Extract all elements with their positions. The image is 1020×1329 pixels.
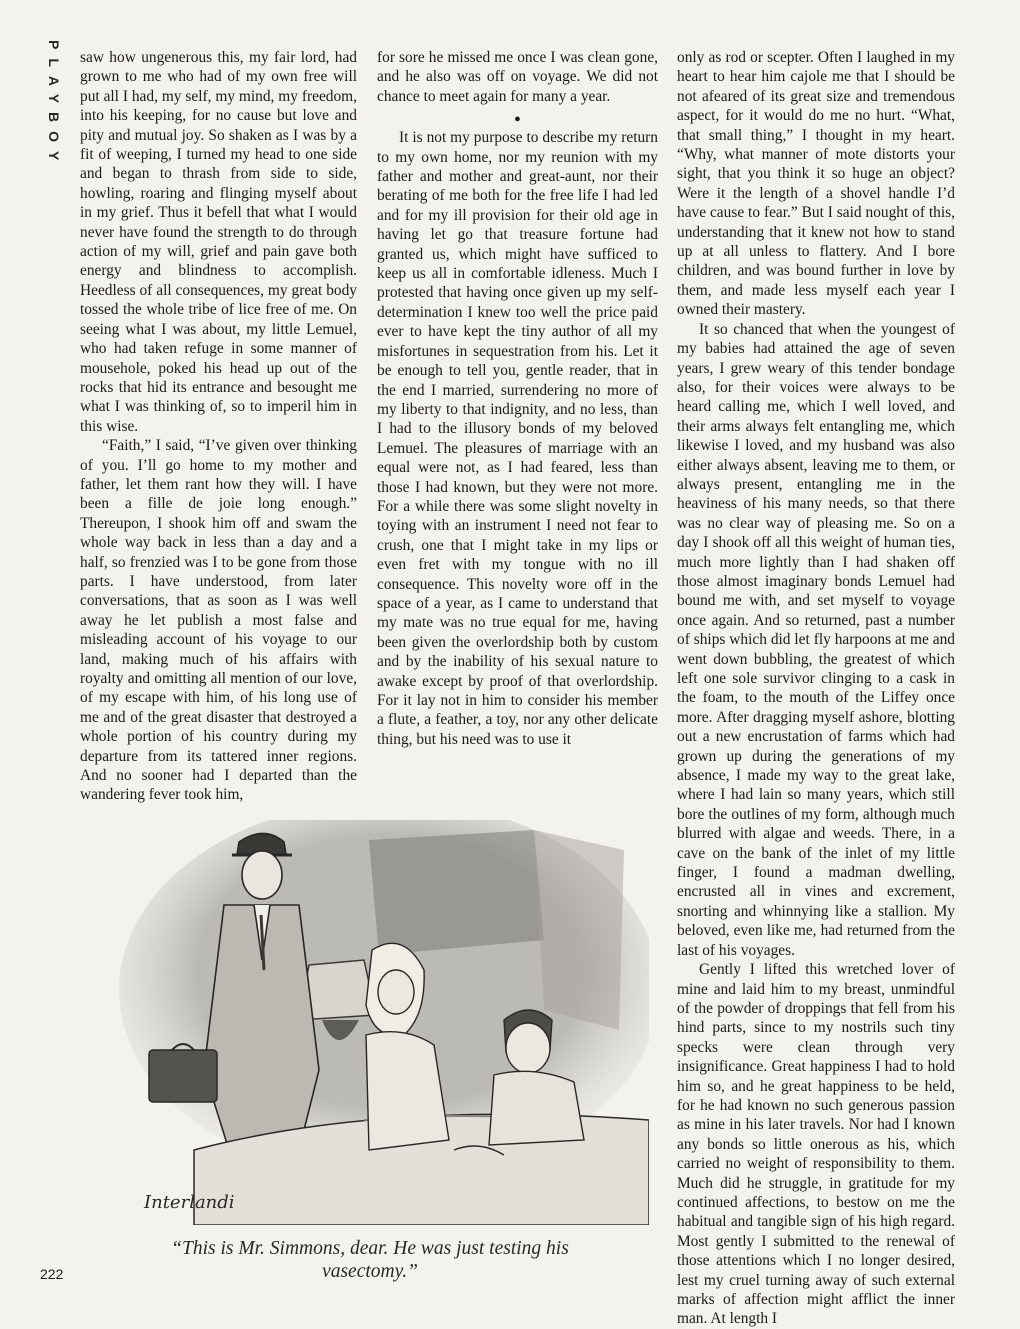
article-column-2 bbox=[377, 48, 658, 828]
playboy-vertical-masthead bbox=[36, 40, 62, 210]
paragraph: It is not my purpose to describe my return to my own home, nor my reunion with my father and mother and great-aunt, nor their berating of me both for the free life I had led and for my ill provision for their old age in having let go that treasure fortune had granted us, which might have sufficed to keep us all in comfortable idleness. Much I protested that having once given up my self-determination I knew too well the price paid ever to have kept the tiny author of all my misfortunes in sequestration from his. Let it be enough to tell you, gentle reader, that in the end I married, surrendering no more of my liberty to that indignity, and no less, than I had to the illusory bonds of my beloved Lemuel. The pleasures of marriage with an equal were not, as I had feared, less than those I had known, but they were not more. For a while there was some slight novelty in toying with an instrument I need not fear to crush, one that I might take in my lips or even fret with my tongue with no ill consequence. This novelty wore off in the space of a year, as I came to understand that my mate was no true equal for me, having been given the overlordship both by custom and by the inability of his sexual nature to awake except by proof of that overlordship. For it lay not in him to consider his member a flute, a feather, a toy, nor any other delicate thing, but his need was to use it bbox=[377, 129, 658, 748]
paragraph: saw how ungenerous this, my fair lord, had grown to me who had of my own free will put all I had, my self, my mind, my freedom, into his keeping, for no cause but love and pity and mutual joy. So shaken as I was by a fit of weeping, I turned my head to one side and began to thrash from side to side, howling, roaring and flinging myself about in my grief. Thus it befell that what I would never have found the strength to do through action of my will, grief and pain gave both energy and blindness to accomplish. Heedless of all consequences, my great body tossed the whole tribe of lice free of me. On seeing what I was about, my little Lemuel, who had taken refuge in some manner of mousehole, poked his head up out of the rocks that hid its entrance and besought me what I was thinking of, so to imperil him in this wise. bbox=[80, 49, 357, 435]
cartoon-signature: Interlandi bbox=[144, 1192, 235, 1213]
paragraph: Gently I lifted this wretched lover of mine and laid him to my breast, unmindful of the powder of droppings that fell from his hind parts, since to my nostrils such tiny specks were clean through very insignificance. Great happiness I had to hold him so, and he great happiness to be held, for he had known no such generous passion as mine in his later travels. Nor had I known any bonds so little onerous as his, which carried no weight of responsibility to them. Much did he struggle, in gratitude for my continued affections, to bestow on me the habitual and tangible sign of his high regard. Most gently I submitted to the renewal of those attentions which I no longer desired, lest my cruel turning away of such external marks of affection might afflict the inner man. At length I bbox=[677, 961, 955, 1328]
cartoon-caption: “This is Mr. Simmons, dear. He was just testing his vasectomy.” bbox=[171, 1238, 569, 1282]
masthead-lettering-icon bbox=[36, 40, 62, 210]
page-number: 222 bbox=[40, 1266, 64, 1282]
cartoon-illustration bbox=[104, 820, 649, 1225]
paragraph: for sore he missed me once I was clean gone, and he also was off on voyage. We did not chance to meet again for many a year. bbox=[377, 49, 658, 105]
cartoon-drawing-icon bbox=[104, 820, 649, 1225]
paragraph: “Faith,” I said, “I’ve given over thinking of you. I’ll go home to my mother and father, let them rant how they will. I have been a fille de joie long enough.” Thereupon, I shook him off and swam the whole way back in less than a day and a half, so frenzied was I to be gone from those parts. I have understood, from later conversations, that as soon as I was well away he let publish a most false and misleading account of his voyage to our land, making much of his affairs with royalty and omitting all mention of our love, of my escape with him, of his long use of me and of the great disaster that destroyed a whole portion of his country during my departure from its tattered inner regions. And no sooner had I departed than the wandering fever took him, bbox=[80, 437, 357, 804]
section-break-bullet: ● bbox=[514, 113, 521, 126]
paragraph: only as rod or scepter. Often I laughed in my heart to hear him cajole me that I should be not afeared of its great size and tremendous aspect, for it would do me no hurt. “What, that small thing,” I thought in my heart. “Why, what manner of mote distorts your sight, that you think it so huge an object? Were it the length of a shovel handle I’d have cause to fear.” But I said nought of this, understanding that it knew not how to stand up at all unless to flattery. And I bore children, and was bound further in love by them, and made less myself each year I owned their mastery. bbox=[677, 49, 955, 319]
svg-text:PLAYBOY: PLAYBOY bbox=[46, 40, 62, 170]
article-column-3 bbox=[677, 48, 955, 1328]
paragraph: It so chanced that when the youngest of my babies had attained the age of seven years, I grew weary of this tender bondage also, for their voices were always to be heard calling me, which I well loved, and their arms always felt entangling me, which likewise I loved, and my husband was also either always absent, leaving me to them, or always present, entangling me in the heaviness of his many needs, so that there was no clear way of pleasing me. So on a day I shook off all this weight of human ties, much more lightly than I had shaken off those almost imaginary bonds Lemuel had bound me with, and set myself to voyage once again. And so returned, past a number of ships which did let fly harpoons at me and went down bubbling, the greatest of which left one sole survivor clinging to a cask in the foam, to the mouth of the Liffey once more. After dragging myself ashore, blotting out a new encrustation of farms which had grown up during the generations of my absence, I made my way to the great lake, where I had lain so many years, which still bore the outlines of my form, although much blurred with algae and weeds. There, in a cave on the bank of the inlet of my little finger, I found a madman dwelling, encrusted all in vines and excrement, snorting and whinnying like a stallion. My beloved, even like me, had returned from the last of his voyages. bbox=[677, 320, 955, 959]
article-column-1 bbox=[80, 48, 357, 828]
